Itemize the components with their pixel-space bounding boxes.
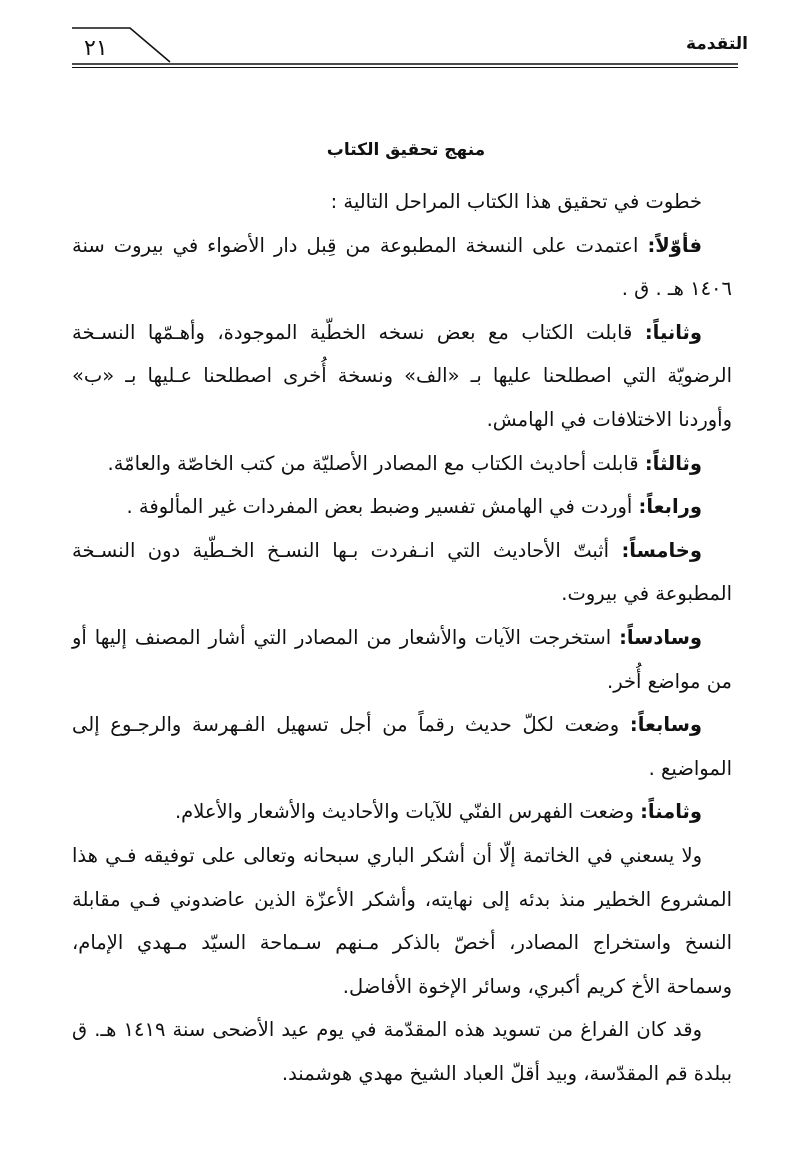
body-text [72, 180, 732, 1095]
paragraph-thanks [72, 834, 732, 1008]
step-lead: فأوّلاً: [647, 233, 702, 257]
paragraph-text: خطوت في تحقيق هذا الكتاب المراحل التالية : [330, 190, 702, 213]
paragraph-step-4 [72, 485, 732, 529]
step-lead: وثامناً: [640, 800, 702, 824]
paragraph-text: استخرجت الآيات والأشعار من المصادر التي أشار المصنف إليها أو من مواضع أُخر. [72, 625, 732, 693]
paragraph-intro [72, 180, 732, 224]
paragraph-text: أوردت في الهامش تفسير وضبط بعض المفردات غير المألوفة . [126, 495, 639, 519]
paragraph-step-8 [72, 790, 732, 834]
paragraph-closing [72, 1008, 732, 1095]
paragraph-text: قابلت الكتاب مع بعض نسخه الخطّية الموجودة، وأهـمّها النسـخة الرضويّة التي اصطلحنا عليها بـ «الف» ونسخة أُخرى اصطلحنا عـليها بـ «ب» وأوردنا الاختلافات في الهامش. [72, 320, 732, 431]
paragraph-text: قابلت أحاديث الكتاب مع المصادر الأصليّة من كتب الخاصّة والعامّة. [107, 451, 645, 475]
step-lead: ورابعاً: [638, 495, 702, 519]
step-lead: وسادساً: [619, 625, 702, 649]
step-lead: وسابعاً: [629, 713, 702, 737]
step-lead: وخامساً: [621, 538, 702, 562]
section-heading: منهج تحقيق الكتاب [326, 140, 486, 160]
paragraph-text: اعتمدت على النسخة المطبوعة من قِبل دار الأضواء في بيروت سنة ١٤٠٦ هـ . ق . [72, 233, 732, 301]
paragraph-text: أثبتّ الأحاديث التي انـفردت بـها النسـخ الخـطّية دون النسـخة المطبوعة في بيروت. [72, 538, 732, 606]
running-title: التقدمة [685, 34, 748, 54]
paragraph-text: وضعت الفهرس الفنّي للآيات والأحاديث والأشعار والأعلام. [174, 800, 641, 824]
paragraph-step-2 [72, 311, 732, 442]
paragraph-step-3 [72, 442, 732, 486]
step-lead: وثالثاً: [644, 451, 702, 475]
step-lead: وثانياً: [644, 320, 702, 344]
page-number: ٢١ [84, 36, 108, 61]
running-header [0, 0, 812, 80]
paragraph-step-6 [72, 616, 732, 703]
paragraph-step-5 [72, 529, 732, 616]
paragraph-text: وقد كان الفراغ من تسويد هذه المقدّمة في يوم عيد الأضحى سنة ١٤١٩ هـ. ق ببلدة قم المقدّسة، وبيد أقلّ العباد الشيخ مهدي هوشمند. [72, 1018, 732, 1085]
paragraph-step-1 [72, 224, 732, 311]
paragraph-step-7 [72, 703, 732, 790]
paragraph-text: وضعت لكلّ حديث رقماً من أجل تسهيل الفـهرسة والرجـوع إلى المواضيع . [72, 713, 732, 780]
paragraph-text: ولا يسعني في الخاتمة إلّا أن أشكر الباري سبحانه وتعالى على توفيقه فـي هذا المشروع الخطير منذ بدئه إلى نهايته، وأشكر الأعزّة الذين عاضدوني فـي مقابلة النسخ واستخراج المصادر، أخصّ بالذكر مـنهم سـماحة السيّد مـهدي الإمام، وسماحة الأخ كريم أكبري، وسائر الإخوة الأفاضل. [72, 843, 732, 998]
